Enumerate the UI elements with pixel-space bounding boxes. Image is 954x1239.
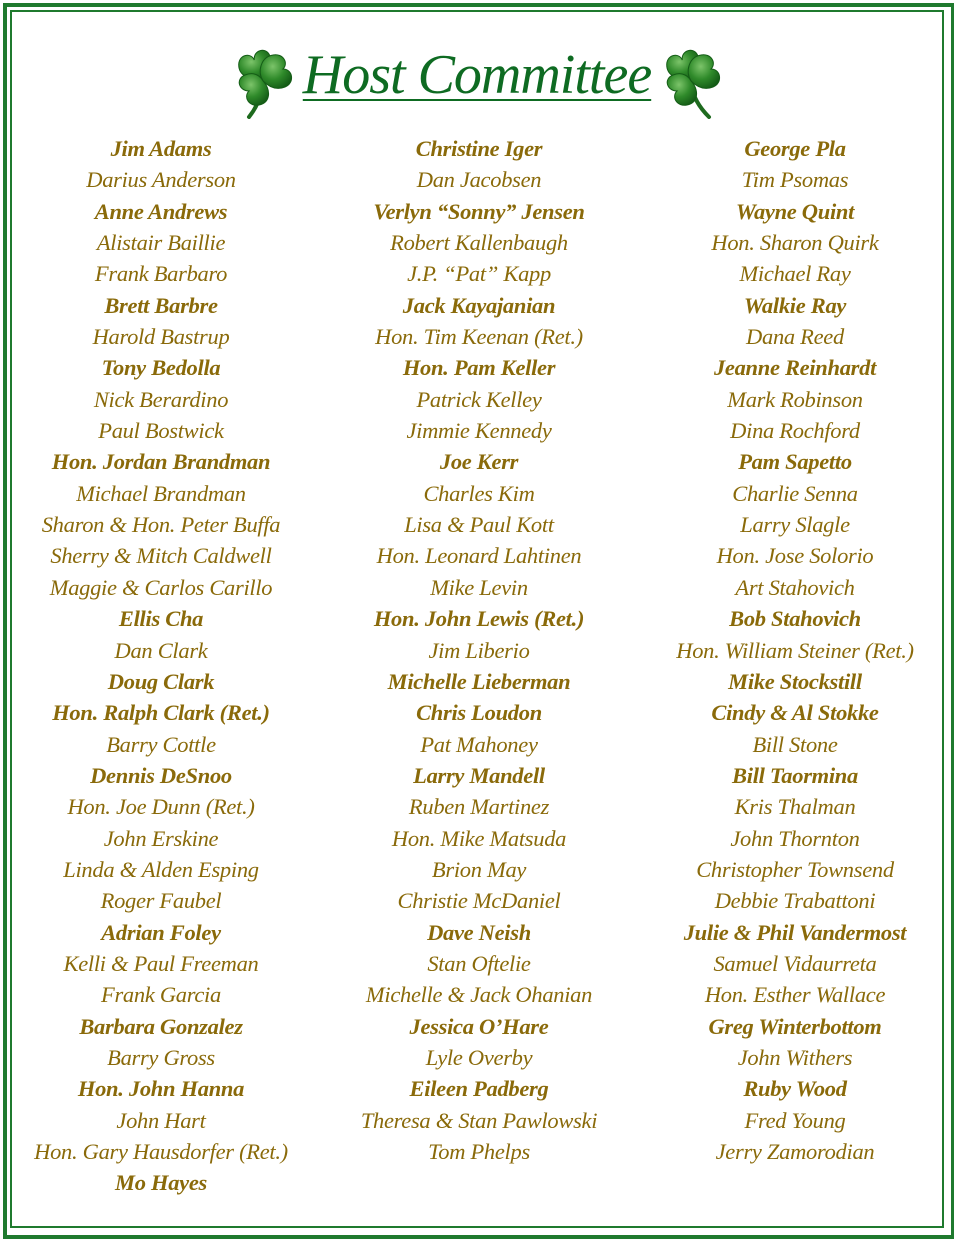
committee-member: Mike Stockstill — [728, 668, 862, 694]
committee-member: Michelle & Jack Ohanian — [365, 982, 593, 1008]
committee-member: Lisa & Paul Kott — [404, 512, 554, 538]
committee-member: Alistair Baillie — [96, 230, 226, 256]
committee-member: John Withers — [737, 1044, 853, 1070]
committee-member: Jimmie Kennedy — [406, 418, 552, 444]
committee-member: Nick Berardino — [93, 386, 229, 412]
committee-member: George Pla — [744, 136, 846, 161]
committee-member: Hon. John Hanna — [77, 1076, 245, 1102]
committee-member: Eileen Padberg — [409, 1076, 549, 1102]
committee-member: Harold Bastrup — [92, 324, 230, 350]
committee-member: Michael Brandman — [76, 480, 246, 506]
committee-member: Charlie Senna — [732, 480, 858, 506]
committee-member: Frank Garcia — [101, 982, 221, 1008]
committee-member: Mo Hayes — [115, 1170, 207, 1196]
committee-member: Hon. Jordan Brandman — [51, 449, 271, 475]
committee-member: Hon. Sharon Quirk — [711, 230, 879, 256]
name-column-2 — [320, 133, 638, 1167]
committee-member: Hon. Pam Keller — [402, 355, 556, 381]
committee-member: Kris Thalman — [734, 794, 856, 820]
committee-member: Roger Faubel — [100, 888, 222, 914]
committee-member: J.P. “Pat” Kapp — [407, 261, 551, 287]
committee-member: Hon. William Steiner (Ret.) — [676, 637, 914, 663]
committee-member: Paul Bostwick — [98, 418, 224, 444]
committee-member: Doug Clark — [107, 668, 215, 694]
committee-member: Charles Kim — [423, 480, 535, 506]
committee-member: Dave Neish — [427, 919, 531, 945]
committee-member: Brion May — [431, 856, 527, 882]
committee-member: Ruben Martinez — [408, 794, 550, 820]
committee-member: Frank Barbaro — [94, 261, 228, 287]
committee-member: Dana Reed — [746, 324, 844, 350]
committee-member: Hon. Joe Dunn (Ret.) — [67, 794, 255, 820]
committee-member: Adrian Foley — [101, 919, 221, 945]
committee-member: Samuel Vidaurreta — [713, 950, 877, 976]
name-columns — [2, 133, 952, 1203]
committee-member: Wayne Quint — [735, 198, 855, 224]
shamrock-icon — [655, 39, 727, 119]
committee-member: Barbara Gonzalez — [79, 1013, 243, 1039]
committee-member: John Thornton — [730, 825, 860, 851]
committee-member: Stan Oftelie — [427, 950, 531, 976]
committee-member: Tom Phelps — [428, 1139, 530, 1164]
committee-member: Joe Kerr — [439, 449, 519, 475]
committee-member: Mike Levin — [430, 574, 528, 600]
committee-member: Debbie Trabattoni — [714, 888, 876, 914]
committee-member: Michelle Lieberman — [387, 668, 571, 694]
committee-member: Dina Rochford — [730, 418, 860, 444]
committee-member: Julie & Phil Vandermost — [683, 919, 907, 945]
committee-member: Theresa & Stan Pawlowski — [360, 1107, 598, 1133]
committee-member: Tony Bedolla — [101, 355, 221, 381]
committee-member: Tim Psomas — [741, 167, 849, 193]
committee-member: Brett Barbre — [104, 292, 218, 318]
committee-member: John Hart — [116, 1107, 206, 1133]
committee-member: Dan Clark — [114, 637, 208, 663]
committee-member: Hon. Mike Matsuda — [391, 825, 567, 851]
shamrock-icon — [227, 39, 299, 119]
committee-member: Bob Stahovich — [729, 606, 861, 632]
committee-member: Larry Mandell — [413, 762, 545, 788]
committee-member: Fred Young — [744, 1107, 846, 1133]
committee-member: Jim Adams — [110, 136, 212, 161]
committee-member: Dan Jacobsen — [416, 167, 542, 193]
committee-member: Christine Iger — [415, 136, 543, 161]
committee-member: Verlyn “Sonny” Jensen — [373, 198, 585, 224]
committee-member: Hon. Ralph Clark (Ret.) — [52, 700, 270, 726]
committee-member: Jeanne Reinhardt — [713, 355, 877, 381]
committee-member: Art Stahovich — [735, 574, 855, 600]
committee-member: Maggie & Carlos Carillo — [49, 574, 273, 600]
committee-member: Pam Sapetto — [738, 449, 852, 475]
header — [0, 36, 954, 122]
name-column-3 — [638, 133, 952, 1167]
committee-member: Darius Anderson — [86, 167, 236, 193]
committee-member: Bill Stone — [752, 731, 838, 757]
committee-member: Ruby Wood — [743, 1076, 847, 1102]
committee-member: Sherry & Mitch Caldwell — [50, 543, 272, 569]
name-column-1 — [2, 133, 320, 1199]
committee-member: Anne Andrews — [94, 198, 228, 224]
committee-member: Barry Cottle — [106, 731, 216, 757]
committee-member: Hon. Esther Wallace — [704, 982, 886, 1008]
committee-member: Michael Ray — [739, 261, 851, 287]
committee-member: Sharon & Hon. Peter Buffa — [41, 512, 281, 538]
committee-member: Hon. John Lewis (Ret.) — [373, 606, 585, 632]
committee-member: Mark Robinson — [727, 386, 863, 412]
committee-member: Kelli & Paul Freeman — [63, 950, 259, 976]
committee-member: John Erskine — [103, 825, 219, 851]
committee-member: Cindy & Al Stokke — [711, 700, 879, 726]
committee-member: Jack Kayajanian — [402, 292, 556, 318]
committee-member: Jessica O’Hare — [409, 1013, 549, 1039]
committee-member: Hon. Leonard Lahtinen — [376, 543, 582, 569]
committee-member: Bill Taormina — [732, 762, 858, 788]
committee-member: Linda & Alden Esping — [63, 856, 259, 882]
committee-member: Hon. Gary Hausdorfer (Ret.) — [34, 1139, 288, 1164]
committee-member: Christopher Townsend — [696, 856, 894, 882]
committee-member: Hon. Jose Solorio — [716, 543, 874, 569]
committee-member: Walkie Ray — [743, 292, 847, 318]
committee-member: Jim Liberio — [428, 637, 530, 663]
committee-member: Dennis DeSnoo — [90, 762, 232, 788]
committee-member: Lyle Overby — [425, 1044, 533, 1070]
committee-member: Patrick Kelley — [416, 386, 542, 412]
committee-member: Jerry Zamorodian — [715, 1139, 875, 1164]
committee-member: Hon. Tim Keenan (Ret.) — [375, 324, 583, 350]
committee-member: Ellis Cha — [118, 606, 204, 632]
committee-member: Larry Slagle — [740, 512, 850, 538]
page-title: Host Committee — [302, 44, 652, 106]
committee-member: Pat Mahoney — [420, 731, 538, 757]
committee-member: Robert Kallenbaugh — [390, 230, 568, 256]
committee-member: Christie McDaniel — [397, 888, 561, 914]
committee-member: Barry Gross — [107, 1044, 215, 1070]
committee-member: Chris Loudon — [416, 700, 542, 726]
committee-member: Greg Winterbottom — [708, 1013, 882, 1039]
